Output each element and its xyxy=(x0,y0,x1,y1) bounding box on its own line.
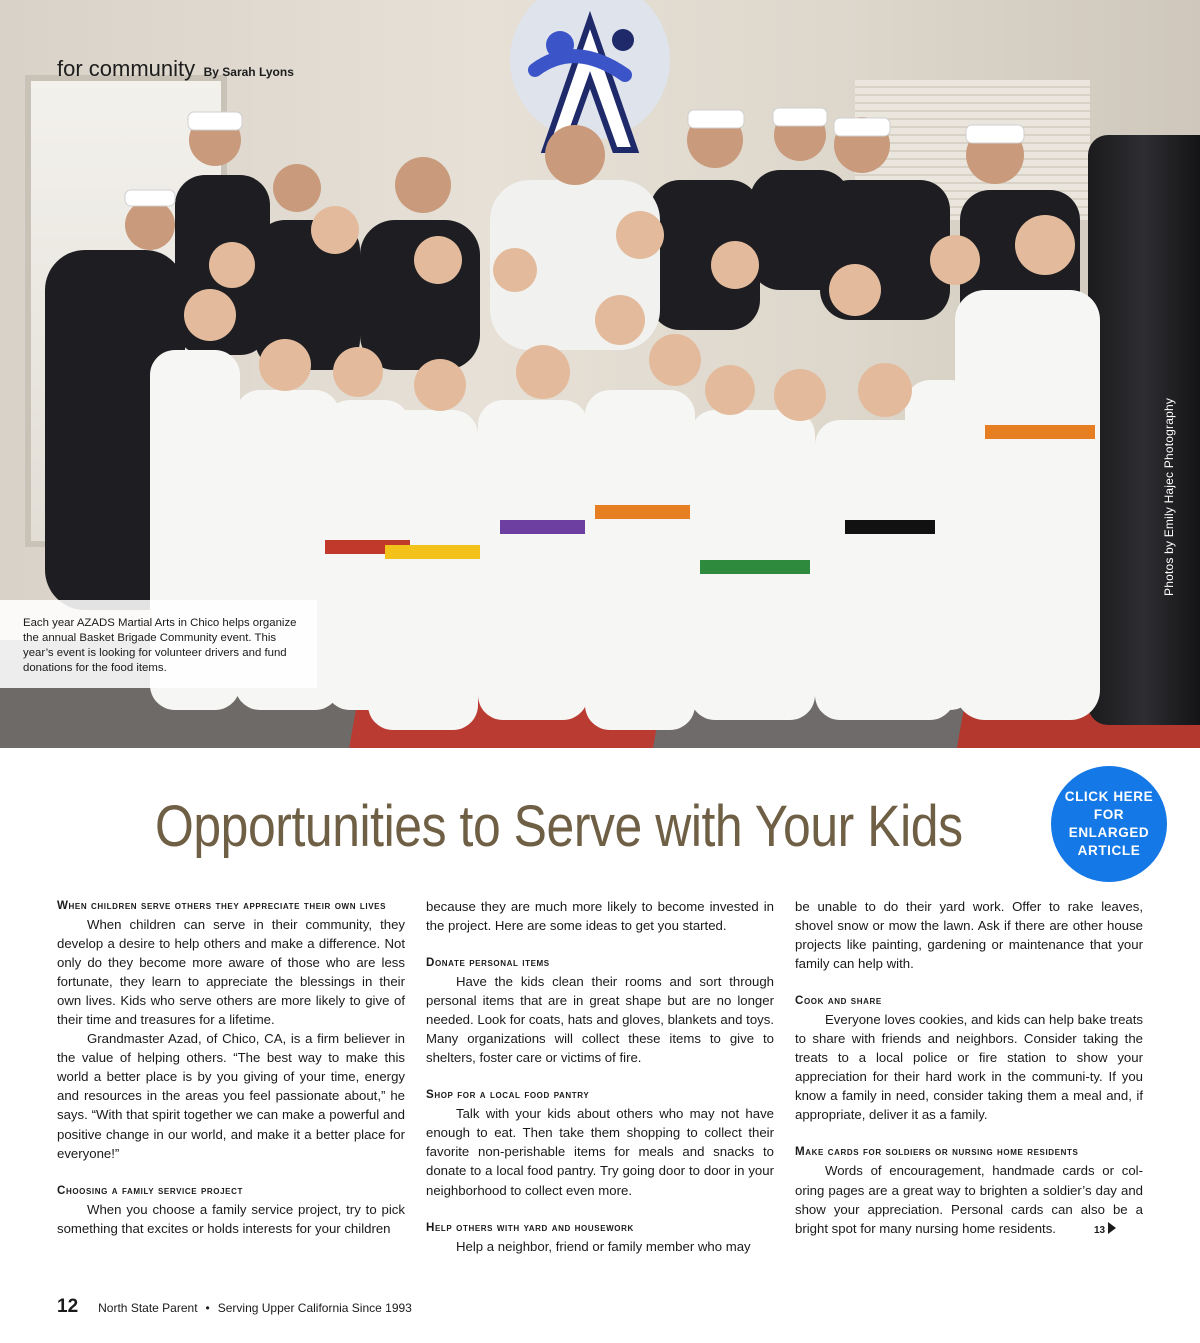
paragraph: When children can serve in their community, they develop a desire to help others and make a difference. Not only do they become more aware of those who are less fortunate, they learn to appreciate the blessings in their own lives. Kids who serve others are more likely to give of their time and treasures for a lifetime. xyxy=(57,917,405,1028)
paragraph: Everyone loves cookies, and kids can help bake treats to share with friends and neighbors. Consider taking the treats to a local police or fire station to show your appreciation for their hard work in the communi-ty. If you know a family in need, consider taking them a meal and, if appropriate, deliver it as a family. xyxy=(795,1012,1143,1123)
belt-orange xyxy=(595,505,690,519)
continued-page: 13 xyxy=(1093,1224,1106,1236)
paragraph-last xyxy=(795,1161,1143,1239)
article-headline: Opportunities to Serve with Your Kids xyxy=(155,794,963,859)
byline: By Sarah Lyons xyxy=(203,65,294,79)
belt-purple xyxy=(500,520,585,534)
paragraph: Talk with your kids about others who may not have enough to eat. Then take them shopping to collect their favorite non-perishable items for meals and snacks to donate to a local food pantry. Try going door to door in your neighborhood to collect even more. xyxy=(426,1106,774,1198)
click-here-enlarged-article-button[interactable]: CLICK HERE FOR ENLARGED ARTICLE xyxy=(1051,766,1167,882)
paragraph: because they are much more likely to become invested in the project. Here are some ideas to get you started. xyxy=(426,899,774,934)
article-column-3 xyxy=(795,897,1143,1240)
photo-credit: Photos by Emily Hajec Photography xyxy=(1162,397,1176,596)
page-number: 12 xyxy=(57,1296,79,1317)
belt-green xyxy=(700,560,810,574)
belt-orange-2 xyxy=(985,425,1095,439)
paragraph-text: Words of encouragement, handmade cards or col-oring pages are a great way to brighten a soldier’s day and show your appreciation. Personal cards can also be a bright spot for many nursing home residents. xyxy=(795,1163,1143,1236)
paragraph: be unable to do their yard work. Offer to rake leaves, shovel snow or mow the lawn. Ask if there are other house projects like painting, gardening or maintenance that your family can help with. xyxy=(795,899,1143,972)
paragraph: When you choose a family service project, try to pick something that excites or holds interests for your children xyxy=(57,1201,405,1236)
publication-name: North State Parent xyxy=(98,1301,198,1315)
section-name: for community xyxy=(57,56,196,81)
paragraph: Help a neighbor, friend or family member who may xyxy=(456,1238,751,1254)
subhead-donate-items: Donate personal items xyxy=(426,956,550,970)
subhead-make-cards: Make cards for soldiers or nursing home residents xyxy=(795,1145,1079,1159)
article-column-2 xyxy=(426,897,774,1256)
subhead-yard-housework: Help others with yard and housework xyxy=(426,1220,634,1234)
continued-link[interactable] xyxy=(1064,1221,1116,1240)
belt-black xyxy=(845,520,935,534)
photo-caption: Each year AZADS Martial Arts in Chico helps organize the annual Basket Brigade Community event. This year’s event is looking for volunteer drivers and fund donations for the food items. xyxy=(0,600,317,688)
subhead-food-pantry: Shop for a local food pantry xyxy=(426,1088,590,1102)
bullet-separator: • xyxy=(205,1301,210,1315)
subhead-choosing-project: Choosing a family service project xyxy=(57,1183,243,1197)
play-arrow-icon xyxy=(1108,1222,1116,1234)
paragraph: Have the kids clean their rooms and sort through personal items that are in great shape but are no longer needed. Look for coats, hats and gloves, blankets and toys. Many organizations will collect these items to give to shelters, foster care or victims of fire. xyxy=(426,974,774,1066)
section-label xyxy=(57,56,294,82)
subhead-cook-share: Cook and share xyxy=(795,994,882,1008)
subhead-serve-others: When children serve others they appreciate their own lives xyxy=(57,899,387,912)
belt-yellow xyxy=(385,545,480,559)
publication-tagline: Serving Upper California Since 1993 xyxy=(217,1301,412,1315)
article-column-1 xyxy=(57,897,405,1238)
page-footer xyxy=(57,1296,412,1318)
paragraph: Grandmaster Azad, of Chico, CA, is a firm believer in the value of helping others. “The best way to make this world a better place is by you giving of your time, energy and resources in the areas you feel passionate about,” he says. “With that spirit together we can make a powerful and positive change in our world, and make it a better place for everyone!” xyxy=(57,1031,405,1161)
